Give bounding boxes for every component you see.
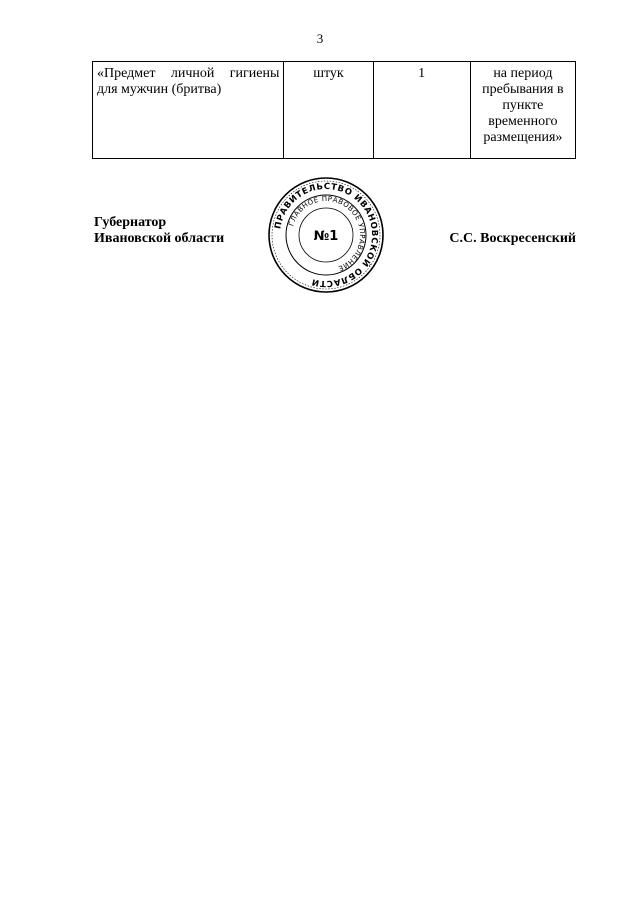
item-name-cell: «Предмет личной гигиены для мужчин (бритва) [93,62,284,159]
items-table [92,61,576,159]
page-number: 3 [316,31,324,46]
period-cell: на период пребывания в пункте временного размещения» [470,62,575,159]
signatory-name: С.С. Воскресенский [449,231,576,246]
unit-cell: штук [284,62,373,159]
seal-center-text: №1 [313,229,339,244]
seal-graphic [266,175,386,295]
table-row [93,62,576,159]
position-line-2: Ивановской области [94,231,225,246]
seal-outer-text: ПРАВИТЕЛЬСТВО ИВАНОВСКОЙ ОБЛАСТИ [273,181,380,289]
signatory-position [94,215,224,247]
official-seal [266,175,386,295]
seal-inner-text: ГЛАВНОЕ ПРАВОВОЕ УПРАВЛЕНИЕ [287,194,367,273]
quantity-cell: 1 [373,62,470,159]
position-line-1: Губернатор [94,215,167,230]
